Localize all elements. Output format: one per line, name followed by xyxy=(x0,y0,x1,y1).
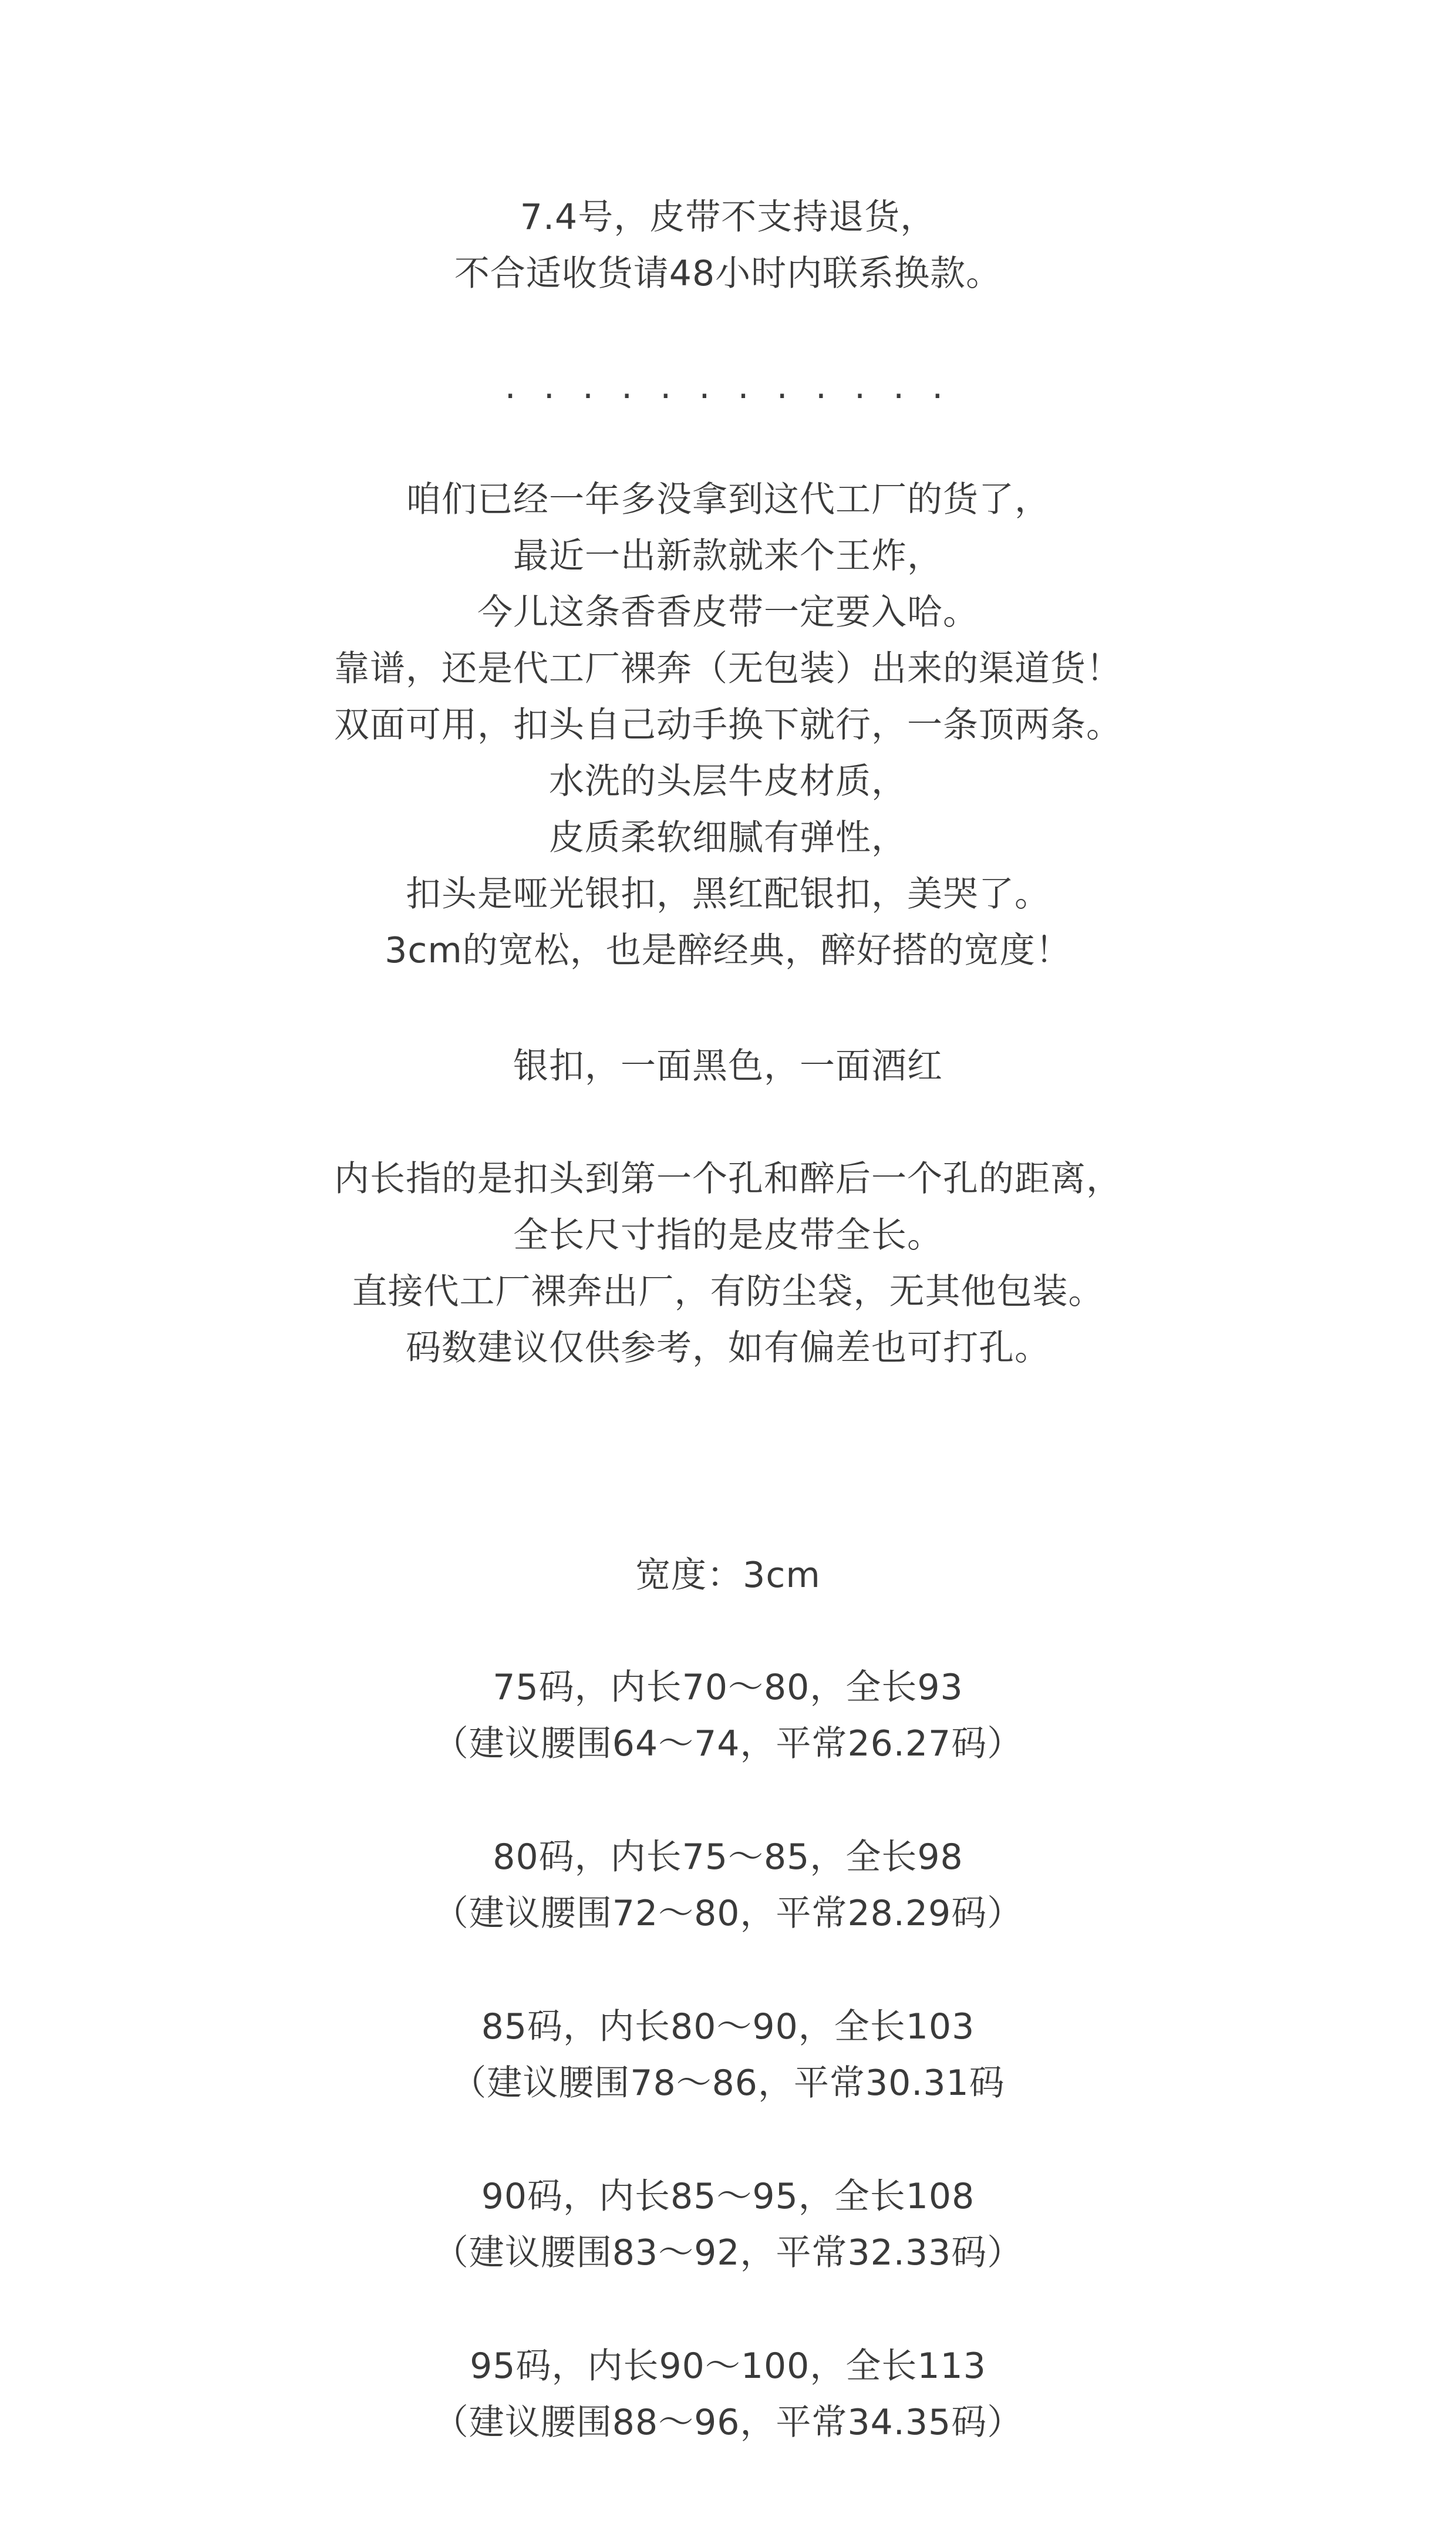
size-entry-waist: （建议腰围64～74，平常26.27码） xyxy=(433,1723,1023,1764)
notice-line: 7.4号，皮带不支持退货， xyxy=(520,197,936,238)
size-note-line: 直接代工厂裸奔出厂，有防尘袋，无其他包装。 xyxy=(352,1271,1104,1312)
description-line: 咱们已经一年多没拿到这代工厂的货了， xyxy=(406,479,1050,520)
dotted-divider xyxy=(0,358,1456,415)
size-note-line: 码数建议仅供参考，如有偏差也可打孔。 xyxy=(406,1327,1050,1369)
size-note-line: 全长尺寸指的是皮带全长。 xyxy=(513,1215,943,1256)
size-entry xyxy=(0,2168,1456,2281)
size-entry xyxy=(0,2338,1456,2451)
size-note-line: 内长指的是扣头到第一个孔和醉后一个孔的距离， xyxy=(334,1158,1122,1200)
color-note xyxy=(0,1038,1456,1094)
product-description xyxy=(0,471,1456,979)
size-entry-main: 80码，内长75～85，全长98 xyxy=(493,1837,963,1878)
notice-line: 不合适收货请48小时内联系换款。 xyxy=(454,253,1002,294)
color-note-text: 银扣，一面黑色，一面酒红 xyxy=(513,1046,943,1087)
size-entry-main: 90码，内长85～95，全长108 xyxy=(481,2176,975,2217)
description-line: 3cm的宽松，也是醉经典，醉好搭的宽度！ xyxy=(385,930,1071,971)
size-entry xyxy=(0,1659,1456,1772)
description-line: 水洗的头层牛皮材质， xyxy=(549,761,907,802)
size-entry xyxy=(0,1999,1456,2111)
divider-dots: . . . . . . . . . . . . xyxy=(504,366,952,407)
size-entry-waist: （建议腰围83～92，平常32.33码） xyxy=(433,2232,1023,2273)
description-line: 最近一出新款就来个王炸， xyxy=(513,535,943,577)
description-line: 今儿这条香香皮带一定要入哈。 xyxy=(477,592,979,633)
description-line: 靠谱，还是代工厂裸奔（无包装）出来的渠道货！ xyxy=(334,648,1122,689)
size-entry-waist: （建议腰围78～86，平常30.31码 xyxy=(451,2063,1005,2104)
size-entry xyxy=(0,1829,1456,1942)
size-entry-waist: （建议腰围72～80，平常28.29码） xyxy=(433,1893,1023,1934)
description-line: 双面可用，扣头自己动手换下就行，一条顶两条。 xyxy=(334,705,1122,746)
width-label-text: 宽度：3cm xyxy=(635,1555,821,1596)
description-line: 扣头是哑光银扣，黑红配银扣，美哭了。 xyxy=(406,874,1050,915)
size-entry-waist: （建议腰围88～96，平常34.35码） xyxy=(433,2402,1023,2443)
size-entry-main: 95码，内长90～100，全长113 xyxy=(470,2346,986,2387)
size-entry-main: 85码，内长80～90，全长103 xyxy=(481,2006,975,2047)
size-notes xyxy=(0,1151,1456,1376)
size-entry-main: 75码，内长70～80，全长93 xyxy=(493,1667,963,1708)
width-label xyxy=(0,1547,1456,1603)
return-policy-notice xyxy=(0,189,1456,302)
description-line: 皮质柔软细腻有弹性， xyxy=(549,817,907,858)
